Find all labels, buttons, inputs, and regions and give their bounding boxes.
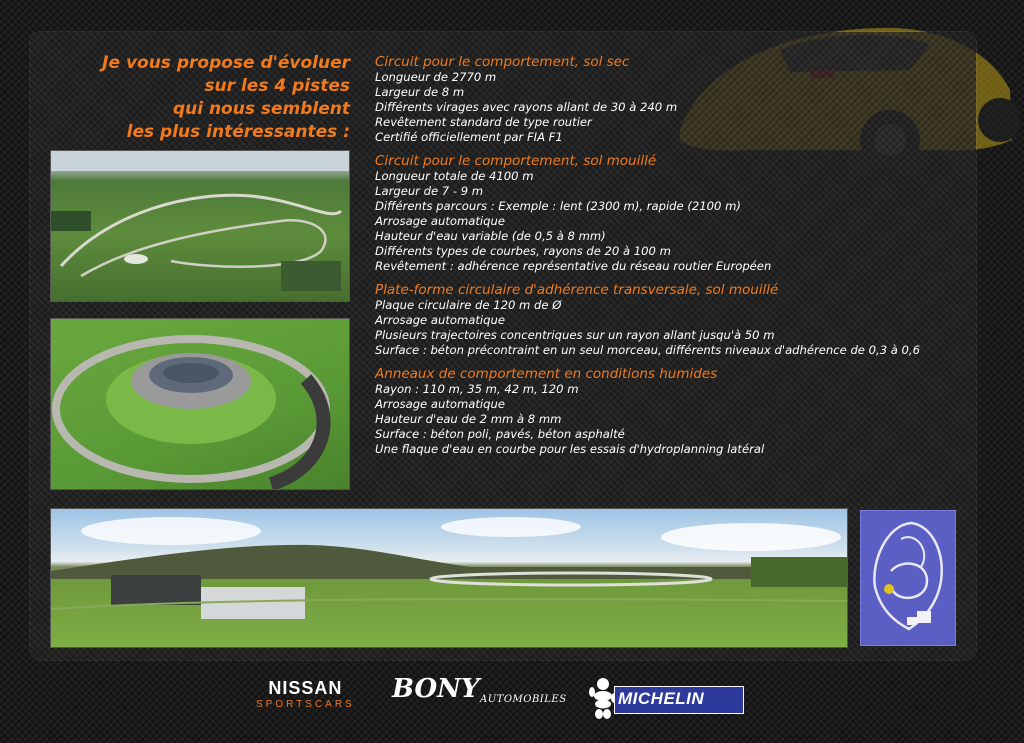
- section-title: Anneaux de comportement en conditions humides: [375, 366, 718, 382]
- section-title: Plate-forme circulaire d'adhérence transversale, sol mouillé: [375, 282, 779, 298]
- section-line: Arrosage automatique: [375, 214, 505, 228]
- sportscars-logo-text: SPORTSCARS: [256, 699, 355, 710]
- section-line: Différents types de courbes, rayons de 20 à 100 m: [375, 244, 671, 258]
- section-line: Certifié officiellement par FIA F1: [375, 130, 563, 144]
- section-line: Arrosage automatique: [375, 397, 505, 411]
- michelin-logo: [588, 676, 744, 716]
- test-track-panorama-photo: [50, 508, 848, 648]
- intro-heading: [54, 52, 350, 144]
- section-title: Circuit pour le comportement, sol mouillé: [375, 153, 657, 169]
- section-line: Surface : béton précontraint en un seul morceau, différents niveaux d'adhérence de 0,3 à 0,6: [375, 343, 920, 357]
- section-line: Rayon : 110 m, 35 m, 42 m, 120 m: [375, 382, 579, 396]
- section-line: Hauteur d'eau variable (de 0,5 à 8 mm): [375, 229, 606, 243]
- dry-circuit-aerial-photo: [50, 150, 350, 302]
- section-line: Plaque circulaire de 120 m de Ø: [375, 298, 562, 312]
- section-line: Largeur de 8 m: [375, 85, 465, 99]
- intro-line: sur les 4 pistes: [204, 76, 350, 96]
- bony-logo-text: BONY: [392, 674, 480, 704]
- section-line: Une flaque d'eau en courbe pour les essais d'hydroplanning latéral: [375, 442, 765, 456]
- section-dry-circuit: [375, 54, 975, 145]
- section-line: Longueur de 2770 m: [375, 70, 497, 84]
- section-line: Hauteur d'eau de 2 mm à 8 mm: [375, 412, 562, 426]
- intro-line: qui nous semblent: [172, 99, 350, 119]
- intro-line: Je vous propose d'évoluer: [102, 53, 350, 73]
- section-humid-rings: [375, 366, 975, 457]
- automobiles-logo-text: AUTOMOBILES: [480, 694, 567, 705]
- track-map-thumbnail: [860, 510, 956, 646]
- section-line: Plusieurs trajectoires concentriques sur un rayon allant jusqu'à 50 m: [375, 328, 775, 342]
- section-line: Revêtement : adhérence représentative du réseau routier Européen: [375, 259, 772, 273]
- nissan-logo-text: NISSAN: [268, 678, 343, 698]
- section-line: Arrosage automatique: [375, 313, 505, 327]
- circular-platform-aerial-photo: [50, 318, 350, 490]
- section-line: Différents virages avec rayons allant de 30 à 240 m: [375, 100, 678, 114]
- track-descriptions: [375, 54, 975, 465]
- section-line: Surface : béton poli, pavés, béton asphalté: [375, 427, 625, 441]
- section-line: Différents parcours : Exemple : lent (2300 m), rapide (2100 m): [375, 199, 741, 213]
- section-title: Circuit pour le comportement, sol sec: [375, 54, 630, 70]
- section-line: Largeur de 7 - 9 m: [375, 184, 484, 198]
- michelin-logo-text: MICHELIN: [618, 689, 705, 708]
- nissan-sportscars-logo: [256, 678, 355, 710]
- sponsor-logos: [0, 670, 1024, 730]
- bony-automobiles-logo: [392, 674, 567, 705]
- section-circular-platform: [375, 282, 975, 358]
- section-line: Revêtement standard de type routier: [375, 115, 592, 129]
- section-line: Longueur totale de 4100 m: [375, 169, 534, 183]
- intro-line: les plus intéressantes :: [126, 122, 350, 142]
- section-wet-circuit: [375, 153, 975, 274]
